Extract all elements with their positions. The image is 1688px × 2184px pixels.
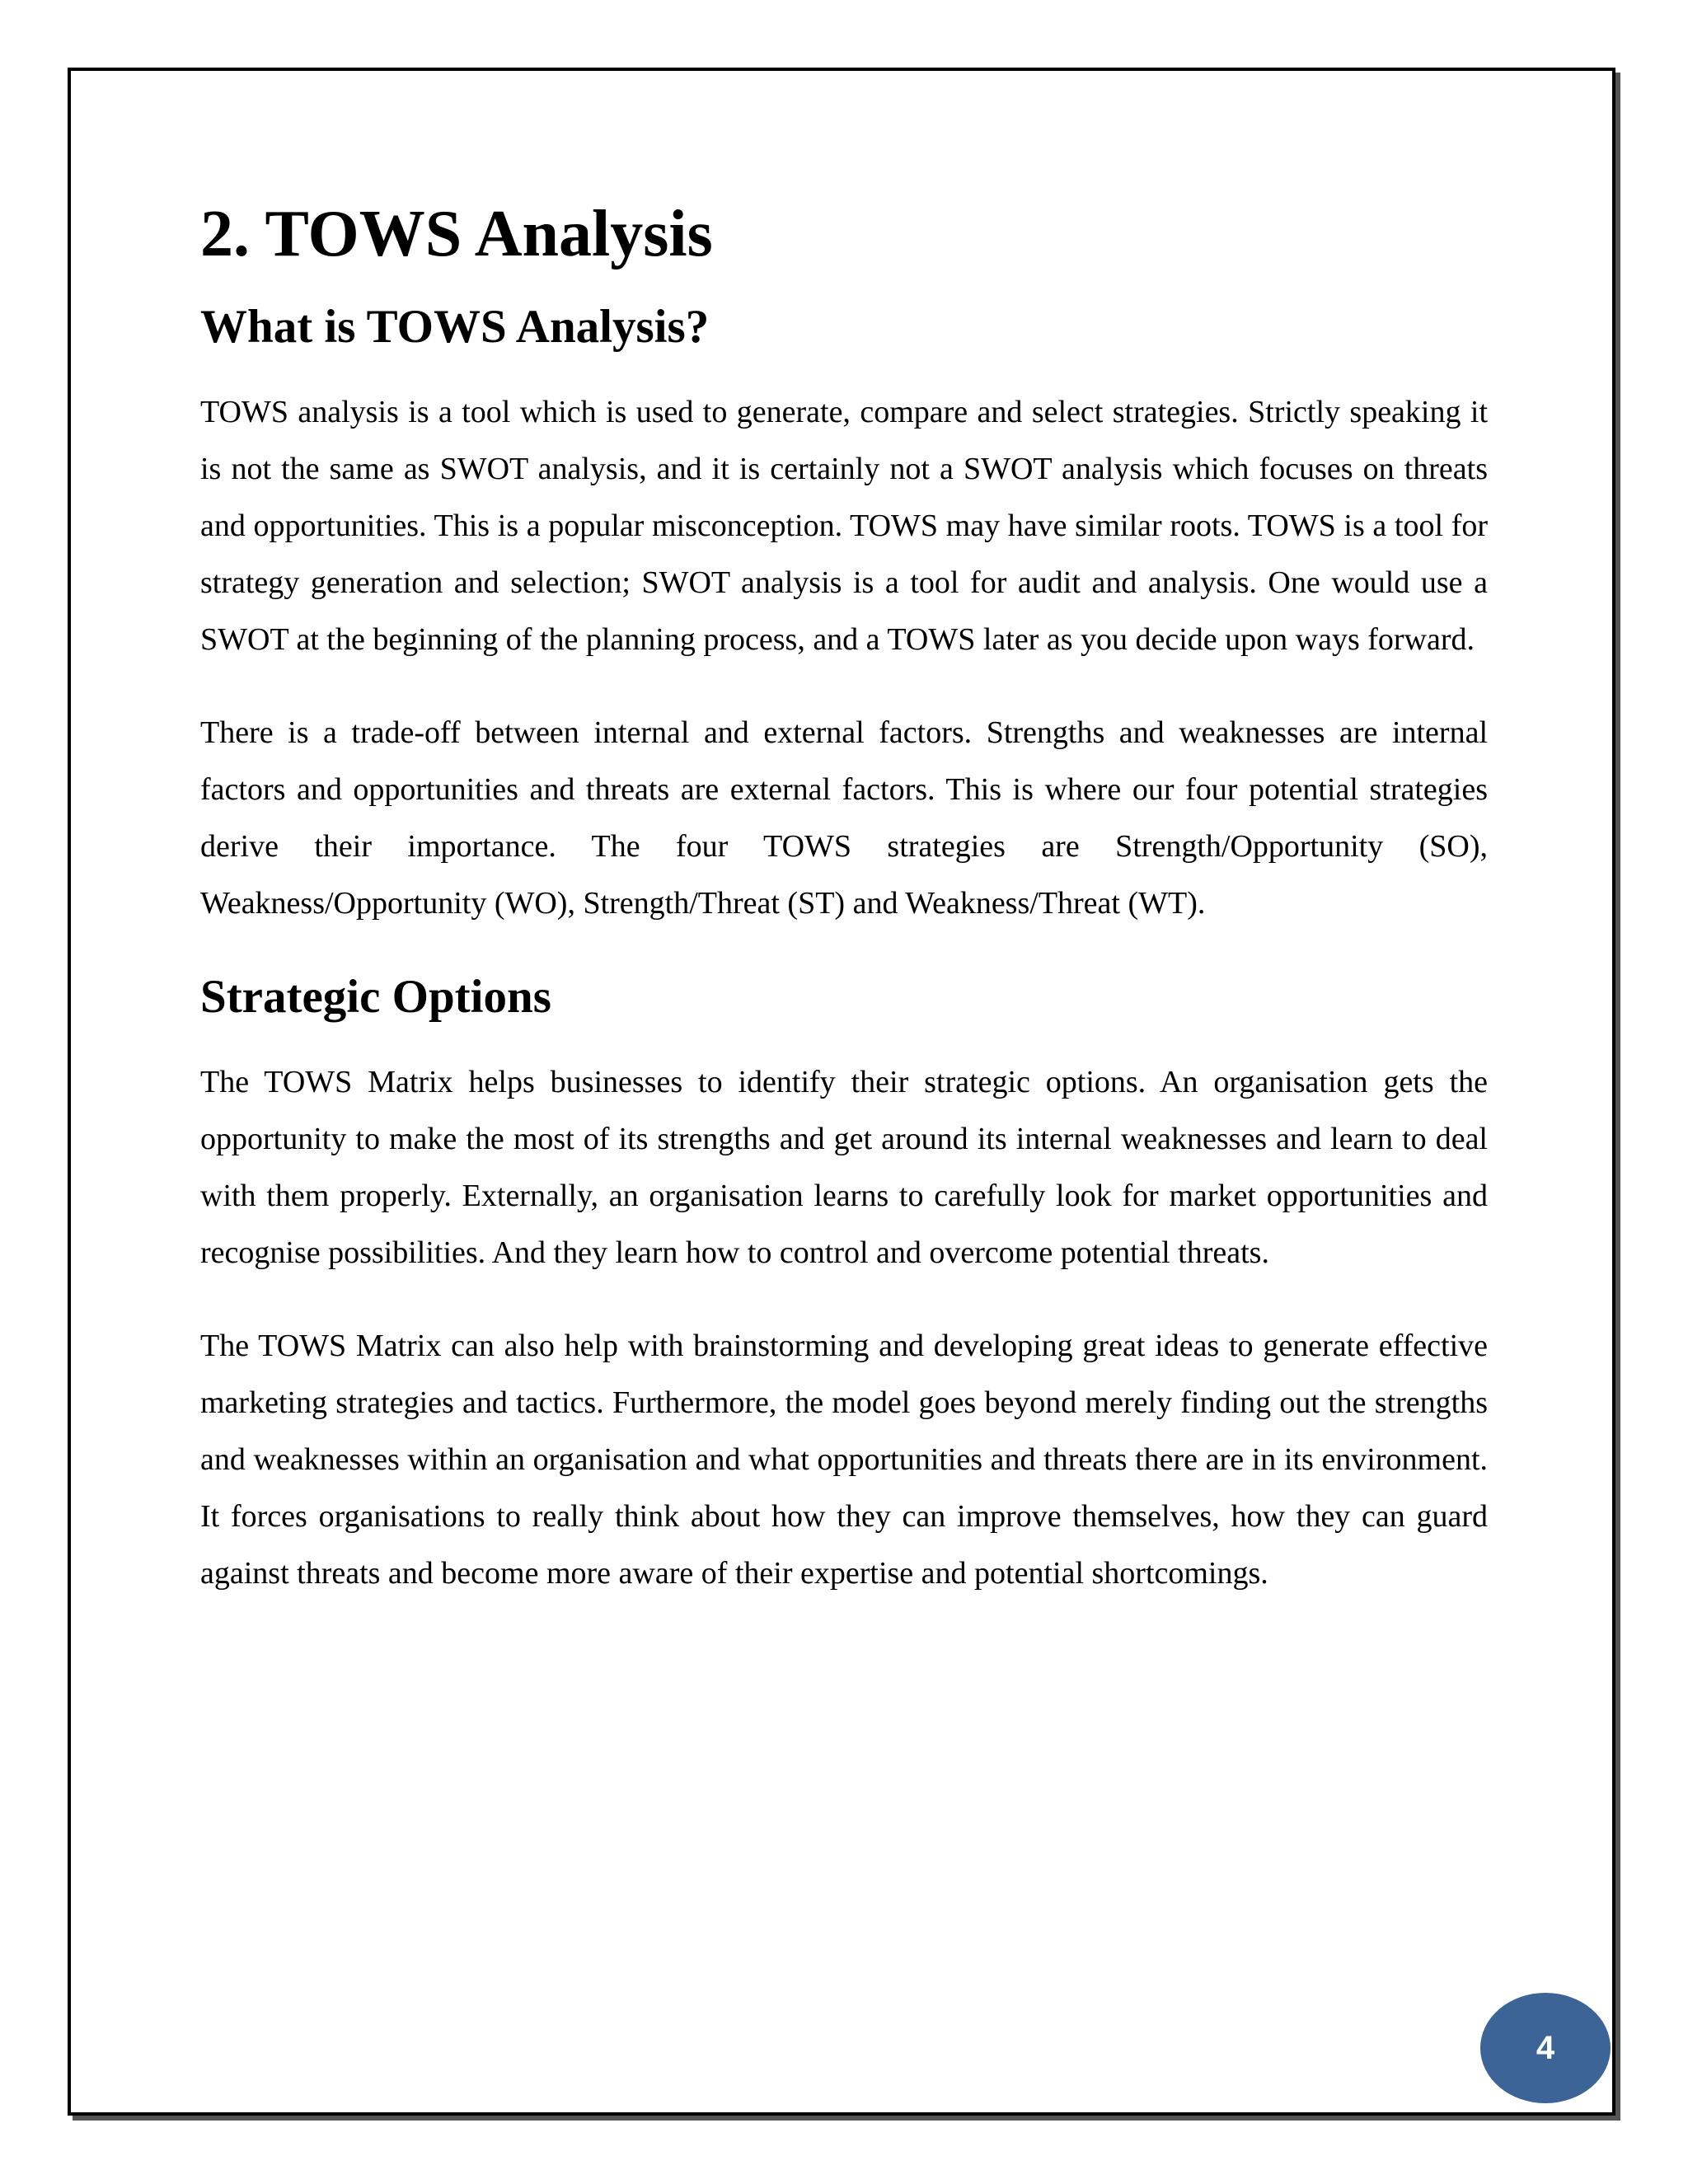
section-heading-strategic-options: Strategic Options [200, 971, 551, 1023]
page-content [200, 194, 1488, 1638]
paragraph-strategic-options: The TOWS Matrix helps businesses to identify their strategic options. An organisation gets the opportunity to make the most of its strengths and get around its internal weaknesses and learn to deal with them properly. Externally, an organisation learns to carefully look for market opportunities and recognise possibilities. And they learn how to control and overcome potential threats. [200, 1065, 1488, 1270]
paragraph-tows-matrix-benefits: The TOWS Matrix can also help with brainstorming and developing great ideas to generate effective marketing strategies and tactics. Furthermore, the model goes beyond merely finding out the strengths and weaknesses within an organisation and what opportunities and threats there are in its environment. It forces organisations to really think about how they can improve themselves, how they can guard against threats and become more aware of their expertise and potential shortcomings. [200, 1329, 1488, 1591]
page-number-badge: 4 [1480, 1993, 1611, 2103]
paragraph-tows-definition: TOWS analysis is a tool which is used to generate, compare and select strategies. Strictly speaking it is not the same as SWOT analysis, and it is certainly not a SWOT analysis which focuses on threats and opportunities. This is a popular misconception. TOWS may have similar roots. TOWS is a tool for strategy generation and selection; SWOT analysis is a tool for audit and analysis. One would use a SWOT at the beginning of the planning process, and a TOWS later as you decide upon ways forward. [200, 395, 1488, 657]
page-title: 2. TOWS Analysis [200, 198, 713, 270]
paragraph-tows-strategies: There is a trade-off between internal and external factors. Strengths and weaknesses are internal factors and opportunities and threats are external factors. This is where our four potential strategies derive their importance. The four TOWS strategies are Strength/Opportunity (SO), Weakness/Opportunity (WO), Strength/Threat (ST) and Weakness/Threat (WT). [200, 715, 1488, 921]
section-heading-what-is-tows: What is TOWS Analysis? [200, 301, 710, 353]
